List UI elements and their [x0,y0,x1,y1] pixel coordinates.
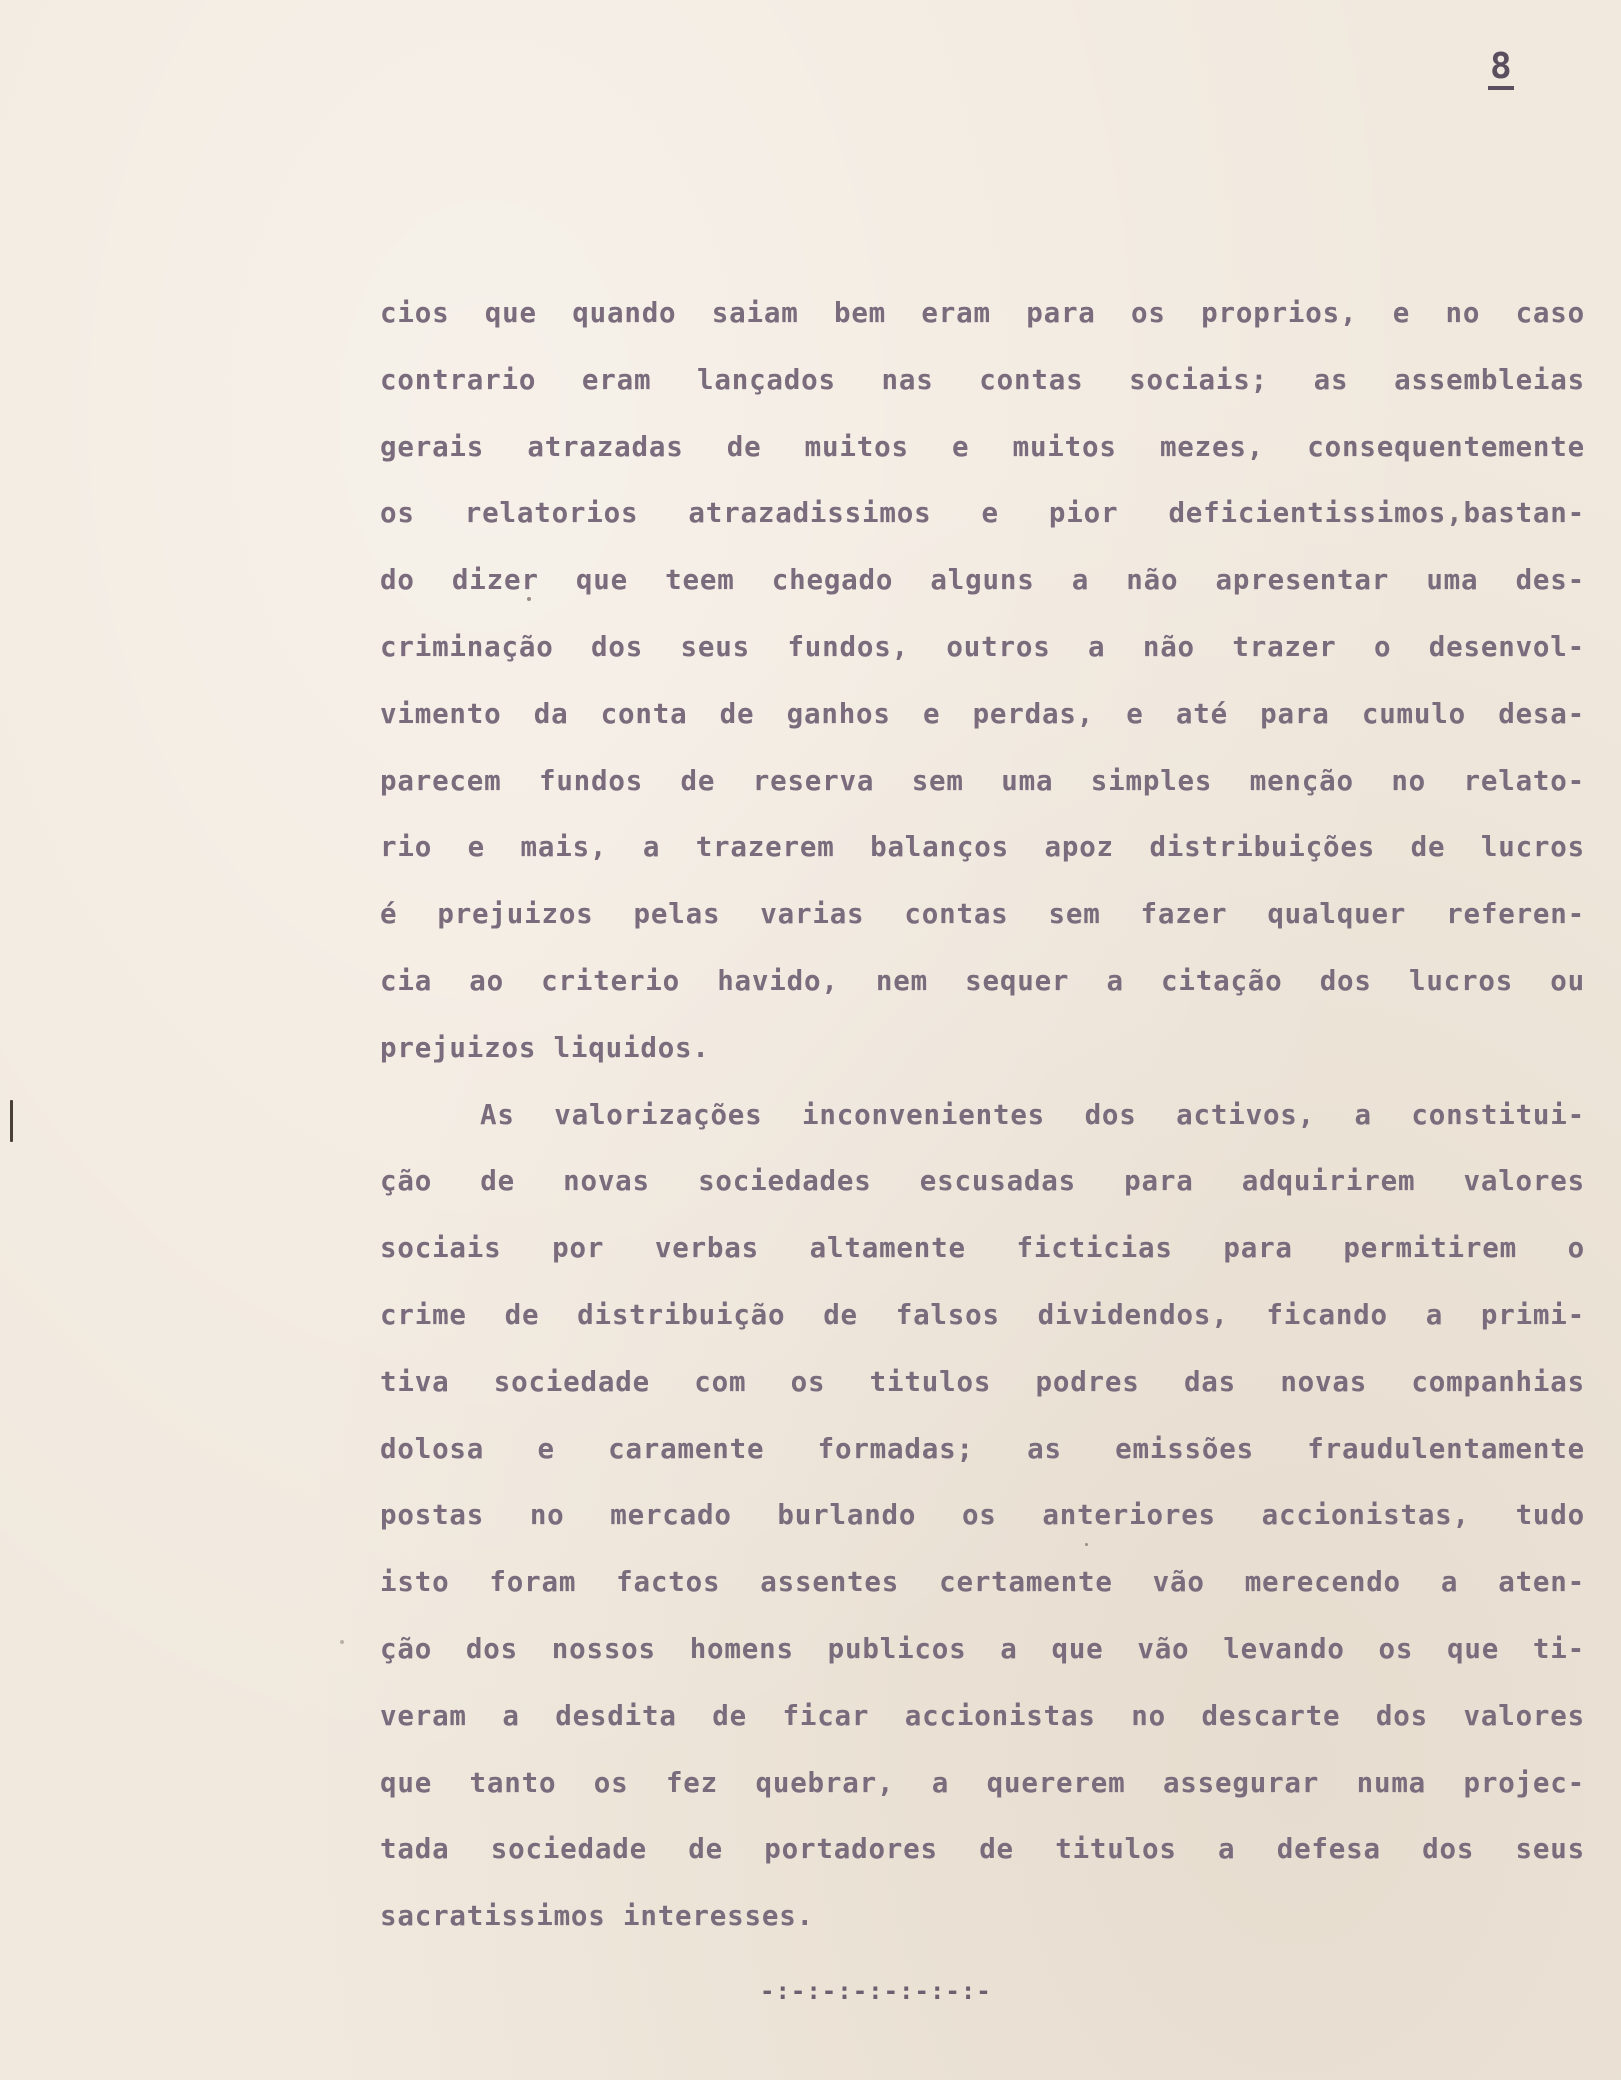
text-line: veram a desdita de ficar accionistas no descarte dos valores [380,1699,1585,1732]
text-line: que tanto os fez quebrar, a quererem assegurar numa projec- [380,1766,1585,1799]
paper-speck [340,1640,344,1644]
text-line: dolosa e caramente formadas; as emissões fraudulentamente [380,1432,1585,1465]
text-line: sacratissimos interesses. [380,1900,814,1933]
text-line: gerais atrazadas de muitos e muitos mezes, consequentemente [380,430,1585,463]
page-number: 8 [1488,48,1514,90]
text-line: rio e mais, a trazerem balanços apoz distribuições de lucros [380,831,1585,864]
text-line: ção de novas sociedades escusadas para adquirirem valores [380,1165,1585,1198]
text-line: crime de distribuição de falsos dividendos, ficando a primi- [380,1298,1585,1331]
margin-mark [10,1100,13,1142]
text-line: do dizer que teem chegado alguns a não apresentar uma des- [380,564,1585,597]
text-line: cios que quando saiam bem eram para os proprios, e no caso [380,297,1585,329]
text-line: contrario eram lançados nas contas sociais; as assembleias [380,363,1585,396]
paper-speck [527,597,531,601]
text-line: cia ao criterio havido, nem sequer a citação dos lucros ou [380,964,1585,997]
text-line: sociais por verbas altamente ficticias para permitirem o [380,1232,1585,1265]
end-separator: -:-:-:-:-:-:-:- [760,1977,992,2005]
text-line: é prejuizos pelas varias contas sem fazer qualquer referen- [380,898,1585,931]
text-line: As valorizações inconvenientes dos activos, a constitui- [480,1098,1585,1131]
text-line: vimento da conta de ganhos e perdas, e até para cumulo desa- [380,697,1585,730]
text-line: parecem fundos de reserva sem uma simples menção no relato- [380,764,1585,797]
paper-speck [1085,1543,1088,1546]
text-line: tiva sociedade com os titulos podres das novas companhias [380,1365,1585,1398]
text-line: os relatorios atrazadissimos e pior deficientissimos,bastan- [380,497,1585,530]
text-line: criminação dos seus fundos, outros a não trazer o desenvol- [380,630,1585,663]
text-line: prejuizos liquidos. [380,1031,710,1064]
text-line: ção dos nossos homens publicos a que vão levando os que ti- [380,1632,1585,1665]
text-line: tada sociedade de portadores de titulos a defesa dos seus [380,1833,1585,1866]
text-line: isto foram factos assentes certamente vão merecendo a aten- [380,1566,1585,1599]
body-text [380,280,1585,1950]
text-line: postas no mercado burlando os anteriores accionistas, tudo [380,1499,1585,1532]
